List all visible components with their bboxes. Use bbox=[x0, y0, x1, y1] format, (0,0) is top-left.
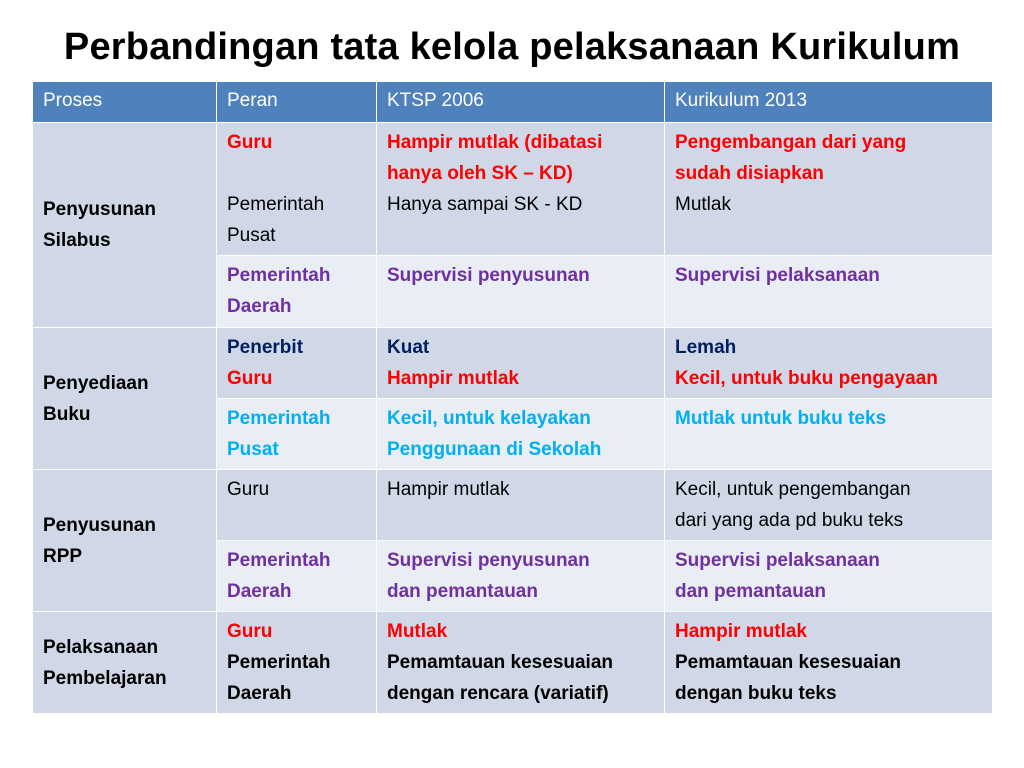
peran-text: Guru bbox=[227, 621, 273, 642]
ktsp-text: Kuat bbox=[387, 337, 430, 358]
k13-cell bbox=[665, 328, 993, 399]
k13-text: Mutlak bbox=[675, 194, 731, 215]
peran-text: Pemerintah bbox=[227, 194, 325, 215]
ktsp-text: Hampir mutlak bbox=[387, 479, 510, 500]
ktsp-text: Hampir mutlak (dibatasi bbox=[387, 132, 603, 153]
proses-text: Silabus bbox=[43, 230, 111, 251]
header-peran: Peran bbox=[217, 82, 377, 123]
ktsp-cell bbox=[377, 541, 665, 612]
ktsp-text: dan pemantauan bbox=[387, 581, 538, 602]
peran-cell bbox=[217, 612, 377, 714]
peran-cell bbox=[217, 123, 377, 256]
peran-text: Pemerintah bbox=[227, 652, 331, 673]
k13-cell bbox=[665, 399, 993, 470]
peran-text: Guru bbox=[227, 132, 273, 153]
header-kurikulum-2013: Kurikulum 2013 bbox=[665, 82, 993, 123]
k13-text: dari yang ada pd buku teks bbox=[675, 510, 904, 531]
ktsp-cell bbox=[377, 328, 665, 399]
k13-cell bbox=[665, 612, 993, 714]
k13-cell bbox=[665, 470, 993, 541]
k13-cell bbox=[665, 256, 993, 328]
ktsp-cell bbox=[377, 612, 665, 714]
peran-cell bbox=[217, 541, 377, 612]
peran-text: Penerbit bbox=[227, 337, 304, 358]
ktsp-text: Mutlak bbox=[387, 621, 448, 642]
ktsp-text: Supervisi penyusunan bbox=[387, 550, 590, 571]
proses-text: Pembelajaran bbox=[43, 667, 167, 689]
ktsp-cell bbox=[377, 470, 665, 541]
proses-text: Penyusunan bbox=[43, 199, 156, 220]
spacer bbox=[227, 158, 366, 189]
peran-cell bbox=[217, 256, 377, 328]
ktsp-text: Kecil, untuk kelayakan bbox=[387, 408, 591, 429]
ktsp-text: Hampir mutlak bbox=[387, 368, 519, 389]
proses-text: Pelaksanaan bbox=[43, 636, 159, 658]
peran-text: Pemerintah bbox=[227, 550, 331, 571]
peran-text: Daerah bbox=[227, 296, 292, 317]
proses-cell bbox=[33, 123, 217, 328]
ktsp-text: dengan rencara (variatif) bbox=[387, 683, 609, 704]
k13-text: Pemamtauan kesesuaian bbox=[675, 652, 902, 673]
proses-text: Penyusunan bbox=[43, 514, 156, 536]
peran-text: Pusat bbox=[227, 439, 279, 460]
peran-text: Guru bbox=[227, 368, 273, 389]
peran-text: Daerah bbox=[227, 581, 292, 602]
ktsp-cell bbox=[377, 256, 665, 328]
peran-cell bbox=[217, 470, 377, 541]
header-ktsp-2006: KTSP 2006 bbox=[377, 82, 665, 123]
table-row bbox=[33, 123, 993, 256]
k13-text: Kecil, untuk buku pengayaan bbox=[675, 368, 938, 389]
k13-text: Kecil, untuk pengembangan bbox=[675, 479, 911, 500]
table-row bbox=[33, 328, 993, 399]
peran-text: Pemerintah bbox=[227, 408, 331, 429]
table-row bbox=[33, 612, 993, 714]
peran-text: Pemerintah bbox=[227, 265, 331, 286]
ktsp-text: hanya oleh SK – KD) bbox=[387, 163, 573, 184]
slide-title: Perbandingan tata kelola pelaksanaan Kurikulum bbox=[63, 26, 961, 68]
peran-text: Pusat bbox=[227, 225, 276, 246]
ktsp-text: Penggunaan di Sekolah bbox=[387, 439, 602, 460]
ktsp-cell bbox=[377, 123, 665, 256]
k13-text: Supervisi pelaksanaan bbox=[675, 265, 880, 286]
proses-text: Buku bbox=[43, 403, 91, 425]
proses-cell bbox=[33, 612, 217, 714]
k13-text: dan pemantauan bbox=[675, 581, 826, 602]
k13-text: Lemah bbox=[675, 337, 737, 358]
header-proses: Proses bbox=[33, 82, 217, 123]
proses-text: RPP bbox=[43, 545, 83, 567]
ktsp-cell bbox=[377, 399, 665, 470]
proses-cell bbox=[33, 328, 217, 470]
k13-cell bbox=[665, 541, 993, 612]
k13-text: Hampir mutlak bbox=[675, 621, 807, 642]
k13-cell bbox=[665, 123, 993, 256]
proses-text: Penyediaan bbox=[43, 372, 149, 394]
k13-text: dengan buku teks bbox=[675, 683, 837, 704]
peran-cell bbox=[217, 399, 377, 470]
k13-text: sudah disiapkan bbox=[675, 163, 824, 184]
header-row bbox=[33, 82, 993, 123]
peran-text: Guru bbox=[227, 479, 270, 500]
k13-text: Supervisi pelaksanaan bbox=[675, 550, 880, 571]
table-row bbox=[33, 470, 993, 541]
k13-text: Pengembangan dari yang bbox=[675, 132, 907, 153]
comparison-table bbox=[32, 81, 993, 714]
peran-cell bbox=[217, 328, 377, 399]
peran-text: Daerah bbox=[227, 683, 292, 704]
k13-text: Mutlak untuk buku teks bbox=[675, 408, 887, 429]
ktsp-text: Pemamtauan kesesuaian bbox=[387, 652, 614, 673]
ktsp-text: Hanya sampai SK - KD bbox=[387, 194, 583, 215]
proses-cell bbox=[33, 470, 217, 612]
ktsp-text: Supervisi penyusunan bbox=[387, 265, 590, 286]
